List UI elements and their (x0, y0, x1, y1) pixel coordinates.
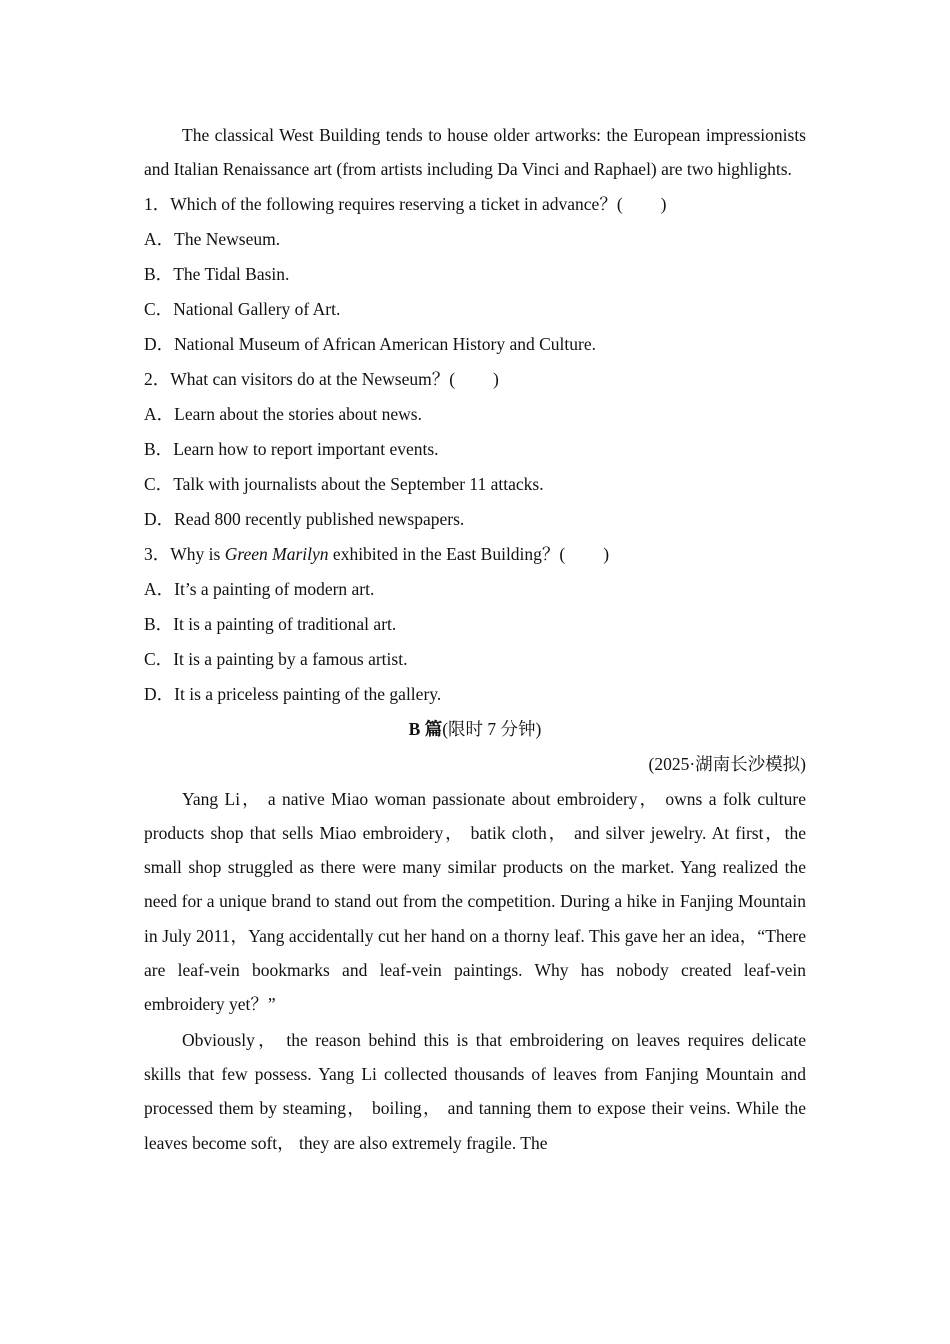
option-letter: C． (144, 473, 174, 494)
option-text: The Tidal Basin. (173, 263, 290, 284)
option-letter: C． (144, 648, 174, 669)
option-c (144, 292, 806, 327)
option-d (144, 327, 806, 362)
question-1 (144, 187, 806, 362)
option-a (144, 572, 806, 607)
option-text: It is a priceless painting of the gallery. (174, 683, 442, 704)
option-b (144, 432, 806, 467)
section-title (144, 712, 806, 747)
option-text: Read 800 recently published newspapers. (174, 508, 465, 529)
question-close: ) (493, 368, 499, 389)
question-stem (144, 362, 806, 397)
section-source: (2025·湖南长沙模拟) (648, 753, 806, 774)
option-b (144, 257, 806, 292)
option-c (144, 467, 806, 502)
option-letter: A． (144, 228, 175, 249)
option-letter: D． (144, 333, 175, 354)
option-text: Learn about the stories about news. (174, 403, 422, 424)
artwork-title: Green Marilyn (224, 543, 329, 564)
section-time-limit: (限时 7 分钟) (442, 718, 542, 739)
option-text: It’s a painting of modern art. (174, 578, 375, 599)
passage-paragraph-1: Yang Li， a native Miao woman passionate about embroidery， owns a folk culture products shop that sells Miao embroidery， batik cloth， and silver jewelry. At first，the small shop struggled as there were many similar products on the market. Yang realized the need for a unique brand to stand out from the competition. During a hike in Fanjing Mountain in July 2011，Yang accidentally cut her hand on a thorny leaf. This gave her an idea，“There are leaf-vein bookmarks and leaf-vein paintings. Why has nobody created leaf-vein embroidery yet？” (144, 788, 806, 1015)
question-number: 2． (144, 368, 171, 389)
option-letter: A． (144, 578, 175, 599)
option-text: The Newseum. (174, 228, 281, 249)
option-letter: D． (144, 508, 175, 529)
passage-paragraph-2: Obviously， the reason behind this is that embroidering on leaves requires delicate skills that few possess. Yang Li collected thousands of leaves from Fanjing Mountain and processed them by steaming， boiling， and tanning them to expose their veins. While the leaves become soft， they are also extremely fragile. The (144, 1029, 806, 1153)
section-label: B 篇 (408, 718, 443, 739)
question-close: ) (603, 543, 610, 564)
option-letter: D． (144, 683, 175, 704)
question-number: 1． (144, 193, 171, 214)
option-d (144, 677, 806, 712)
question-text: Which of the following requires reserving a ticket in advance？( (170, 193, 623, 214)
option-c (144, 642, 806, 677)
option-text: It is a painting by a famous artist. (173, 648, 408, 669)
option-d (144, 502, 806, 537)
option-a (144, 222, 806, 257)
question-text-rest: exhibited in the East Building？( (328, 543, 566, 564)
option-text: Talk with journalists about the September 11 attacks. (173, 473, 544, 494)
question-close: ) (660, 193, 667, 214)
option-a (144, 397, 806, 432)
intro-paragraph: The classical West Building tends to house older artworks: the European impressionists and Italian Renaissance art (from artists including Da Vinci and Raphael) are two highlights. (144, 125, 806, 180)
option-text: It is a painting of traditional art. (173, 613, 397, 634)
option-letter: B． (144, 438, 174, 459)
option-text: Learn how to report important events. (173, 438, 439, 459)
question-number: 3． (144, 543, 171, 564)
option-text: National Gallery of Art. (173, 298, 341, 319)
question-text: Why is (170, 543, 225, 564)
option-b (144, 607, 806, 642)
option-letter: A． (144, 403, 175, 424)
option-letter: B． (144, 263, 174, 284)
question-stem (144, 537, 806, 572)
question-stem (144, 187, 806, 222)
question-3 (144, 537, 806, 712)
question-2 (144, 362, 806, 537)
option-letter: B． (144, 613, 174, 634)
option-text: National Museum of African American History and Culture. (174, 333, 596, 354)
document-page (144, 118, 806, 1160)
question-text: What can visitors do at the Newseum？( (170, 368, 456, 389)
option-letter: C． (144, 298, 174, 319)
